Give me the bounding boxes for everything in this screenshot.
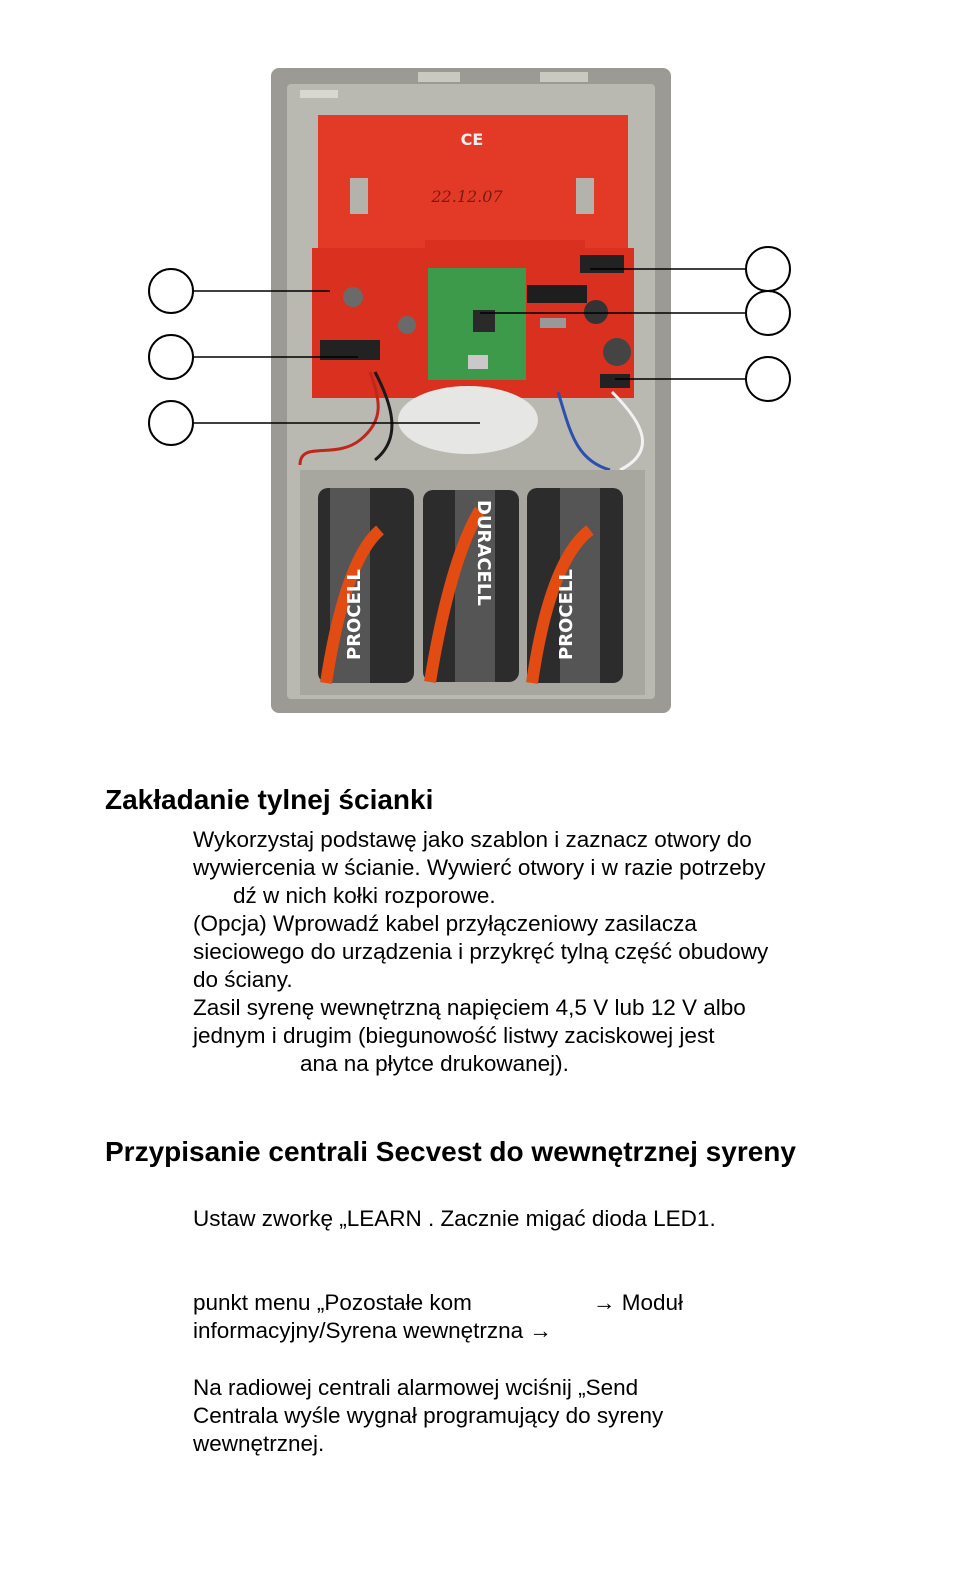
battery-right [527, 488, 623, 683]
body-line: Na radiowej centrali alarmowej wciśnij „Send [193, 1375, 639, 1400]
callout-circle [746, 247, 790, 291]
device-photo [0, 0, 954, 730]
body-line: sieciowego do urządzenia i przykręć tylną część obudowy [193, 939, 769, 964]
handwritten-date: 22.12.07 [431, 187, 503, 206]
step2-arrow-module: → Moduł [593, 1290, 684, 1315]
step1-text: Ustaw zworkę „LEARN . Zacznie migać dioda LED1. [193, 1206, 716, 1231]
callout-circle [149, 269, 193, 313]
ce-mark: CE [460, 130, 484, 149]
body-line: wywiercenia w ścianie. Wywierć otwory i w razie potrzeby [193, 855, 766, 880]
battery-brand-label: DURACELL [473, 500, 494, 606]
step2-line2: informacyjny/Syrena wewnętrzna → [193, 1318, 552, 1343]
speaker [398, 386, 538, 454]
body-line: Wykorzystaj podstawę jako szablon i zaznacz otwory do [193, 827, 752, 852]
callout-circle [746, 357, 790, 401]
body-line: jednym i drugim (biegunowość listwy zaciskowej jest [193, 1023, 715, 1048]
callout-circle [149, 335, 193, 379]
callouts-right [746, 247, 790, 401]
body-line: Centrala wyśle wygnał programujący do syreny [193, 1403, 664, 1428]
body-line: ana na płytce drukowanej). [300, 1051, 569, 1076]
callouts-left [149, 269, 193, 445]
callout-circle [149, 401, 193, 445]
section1-body [193, 826, 768, 1078]
section1-heading: Zakładanie tylnej ścianki [105, 784, 434, 815]
callout-circle [746, 291, 790, 335]
step2-menu-text: punkt menu „Pozostałe kom [193, 1290, 472, 1315]
step3-text [193, 1374, 663, 1458]
section2-heading: Przypisanie centrali Secvest do wewnętrznej syreny [105, 1136, 796, 1167]
body-line: dź w nich kołki rozporowe. [233, 883, 496, 908]
body-line: (Opcja) Wprowadź kabel przyłączeniowy zasilacza [193, 911, 697, 936]
battery-model-label: PROCELL [556, 569, 577, 660]
step2-line1 [193, 1289, 472, 1317]
body-line: wewnętrznej. [193, 1431, 325, 1456]
body-line: do ściany. [193, 967, 293, 992]
battery-model-label: PROCELL [344, 569, 365, 660]
battery-left [318, 488, 414, 683]
body-line: Zasil syrenę wewnętrzną napięciem 4,5 V lub 12 V albo [193, 995, 746, 1020]
battery-center [423, 490, 519, 682]
